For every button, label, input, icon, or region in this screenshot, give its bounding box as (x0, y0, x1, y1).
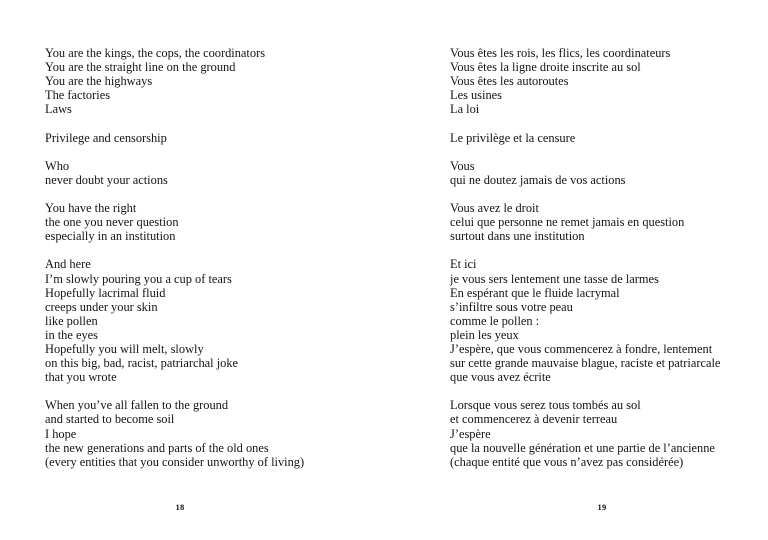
poem-line: celui que personne ne remet jamais en question (450, 215, 685, 230)
stanza-break (450, 384, 760, 398)
poem-line: qui ne doutez jamais de vos actions (450, 172, 626, 187)
poem-line: Vous êtes la ligne droite inscrite au sol (450, 60, 641, 75)
poem-line: You have the right (45, 201, 137, 216)
poem-line: You are the kings, the cops, the coordinators (45, 46, 266, 60)
poem-line: Who (45, 158, 70, 173)
poem-line: Vous êtes les rois, les flics, les coordinateurs (450, 46, 671, 60)
poem-line: et commencerez à devenir terreau (450, 412, 618, 427)
poem-line: J’espère (450, 426, 491, 441)
poem-line: especially in an institution (45, 229, 176, 244)
poem-line: Hopefully lacrimal fluid (45, 285, 166, 300)
stanza-break (45, 116, 375, 130)
poem-line: in the eyes (45, 327, 98, 342)
poem-line: La loi (450, 102, 480, 117)
poem-line: and started to become soil (45, 412, 175, 427)
page-number: 18 (175, 502, 185, 512)
right-page (384, 0, 768, 540)
stanza-break (450, 187, 760, 201)
poem-line: And here (45, 257, 91, 272)
poem-line: En espérant que le fluide lacrymal (450, 285, 620, 300)
poem-line: You are the highways (45, 74, 153, 89)
poem-line: plein les yeux (450, 327, 519, 342)
poem-line: J’espère, que vous commencerez à fondre, lentement (450, 341, 713, 356)
poem-line: that you wrote (45, 370, 117, 385)
poem-line: Le privilège et la censure (450, 130, 576, 145)
stanza-break (450, 145, 760, 159)
poem-line: Hopefully you will melt, slowly (45, 341, 204, 356)
poem-line: que vous avez écrite (450, 370, 551, 385)
poem-text-english (45, 46, 375, 469)
poem-line: the one you never question (45, 215, 179, 230)
stanza-break (450, 116, 760, 130)
poem-line: Et ici (450, 257, 477, 272)
poem-text-french (450, 46, 760, 469)
poem-line: Les usines (450, 88, 502, 103)
poem-line: You are the straight line on the ground (45, 60, 236, 75)
poem-line: the new generations and parts of the old ones (45, 440, 269, 455)
stanza-break (45, 187, 375, 201)
page-number: 19 (597, 502, 607, 512)
poem-line: Privilege and censorship (45, 130, 167, 145)
poem-line: Lorsque vous serez tous tombés au sol (450, 398, 641, 413)
poem-line: que la nouvelle génération et une partie de l’ancienne (450, 440, 715, 455)
poem-line: I’m slowly pouring you a cup of tears (45, 271, 232, 286)
poem-line: je vous sers lentement une tasse de larmes (450, 271, 659, 286)
poem-line: When you’ve all fallen to the ground (45, 398, 229, 413)
stanza-break (45, 243, 375, 257)
poem-line: I hope (45, 426, 77, 441)
poem-line: s’infiltre sous votre peau (450, 299, 573, 314)
stanza-break (45, 384, 375, 398)
poem-line: Vous êtes les autoroutes (450, 74, 569, 89)
poem-line: comme le pollen : (450, 313, 540, 328)
poem-line: surtout dans une institution (450, 229, 585, 244)
stanza-break (45, 145, 375, 159)
poem-line: Vous (450, 158, 475, 173)
poem-line: creeps under your skin (45, 299, 158, 314)
poem-line: Laws (45, 102, 72, 117)
poem-line: (every entities that you consider unworthy of living) (45, 454, 305, 469)
poem-line: like pollen (45, 313, 98, 328)
poem-line: (chaque entité que vous n’avez pas considérée) (450, 454, 684, 469)
poem-line: never doubt your actions (45, 172, 168, 187)
poem-line: The factories (45, 88, 111, 103)
poem-line: sur cette grande mauvaise blague, raciste et patriarcale (450, 356, 721, 371)
poem-line: on this big, bad, racist, patriarchal joke (45, 356, 239, 371)
poem-line: Vous avez le droit (450, 201, 539, 216)
stanza-break (450, 243, 760, 257)
